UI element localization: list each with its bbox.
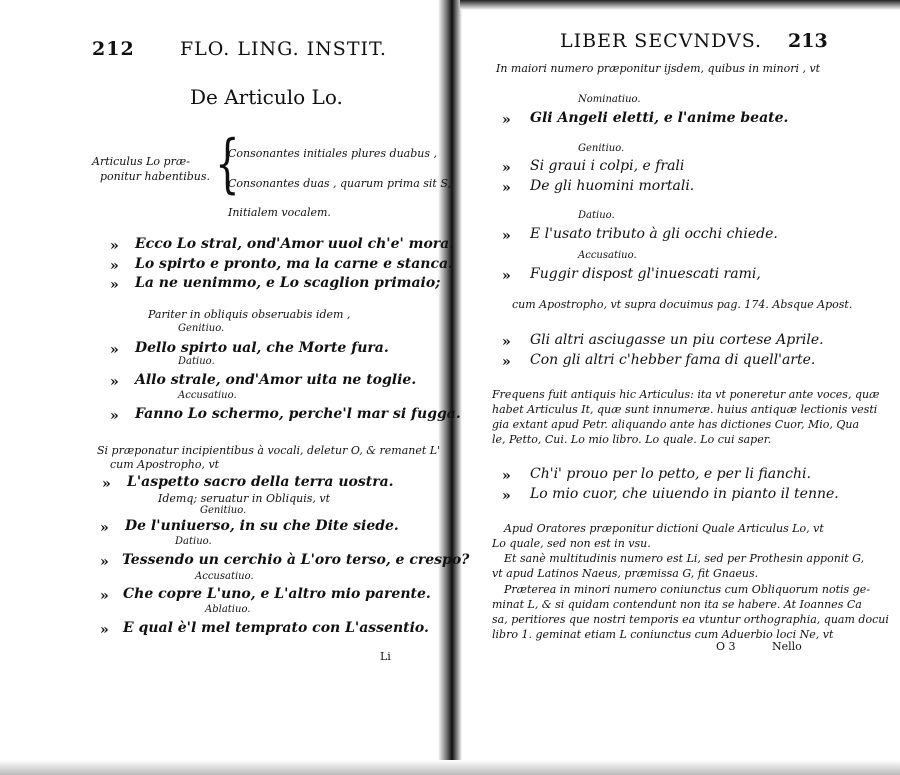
paragraph-line: vt apud Latinos Naeus, præmissa G, fit Gnaeus. (492, 567, 759, 580)
example-line: Ecco Lo stral, ond'Amor uuol ch'e' mora. (135, 236, 455, 252)
note: Idemq; seruatur in Obliquis, vt (158, 492, 330, 505)
case-label: Genitiuo. (578, 143, 625, 154)
rule-item: Consonantes initiales plures duabus , (228, 147, 437, 160)
paragraph-line: Præterea in minori numero coniunctus cum Obliquorum notis ge- (504, 583, 870, 596)
page-number: 213 (788, 30, 828, 52)
quote-mark: » (110, 258, 119, 274)
case-label: Accusatiuo. (578, 250, 637, 261)
example-line: Tessendo un cerchio à L'oro terso, e crespo? (122, 552, 470, 568)
case-label: Datiuo. (178, 356, 215, 367)
case-label: Genitiuo. (200, 505, 247, 516)
quote-mark: » (502, 268, 511, 284)
example-line: Gli Angeli eletti, e l'anime beate. (530, 110, 789, 126)
note: cum Apostropho, vt supra docuimus pag. 174. Absque Apost. (512, 298, 853, 311)
running-head: FLO. LING. INSTIT. (180, 38, 387, 60)
quote-mark: » (102, 476, 111, 492)
example-line: Lo mio cuor, che uiuendo in pianto il tenne. (530, 486, 839, 502)
example-line: De gli huomini mortali. (530, 178, 695, 194)
case-label: Accusatiuo. (195, 571, 254, 582)
paragraph-line: Apud Oratores præponitur dictioni Quale Articulus Lo, vt (504, 522, 824, 535)
example-line: Fanno Lo schermo, perche'l mar si fugga. (135, 406, 461, 422)
example-line: Lo spirto e pronto, ma la carne e stanca. (135, 256, 453, 272)
page-number: 212 (92, 38, 135, 60)
example-line: Allo strale, ond'Amor uita ne toglie. (135, 372, 417, 388)
running-head: LIBER SECVNDVS. (560, 30, 763, 52)
right-page (450, 0, 900, 775)
quote-mark: » (100, 588, 109, 604)
rule-item: Consonantes duas , quarum prima sit S, (228, 177, 451, 190)
paragraph-line: le, Petto, Cui. Lo mio libro. Lo quale. Lo cui saper. (492, 433, 772, 446)
example-line: Si graui i colpi, e frali (530, 158, 685, 174)
signature-mark: Li (380, 650, 391, 663)
catchword: Nello (772, 640, 802, 653)
case-label: Datiuo. (578, 210, 615, 221)
quote-mark: » (502, 354, 511, 370)
quote-mark: » (110, 277, 119, 293)
quote-mark: » (502, 334, 511, 350)
example-line: Con gli altri c'hebber fama di quell'arte. (530, 352, 816, 368)
quote-mark: » (100, 622, 109, 638)
paragraph-line: libro 1. geminat etiam L coniunctus cum Aduerbio loci Ne, vt (492, 628, 834, 641)
example-line: Dello spirto ual, che Morte fura. (135, 340, 389, 356)
example-line: Che copre L'uno, e L'altro mio parente. (123, 586, 431, 602)
paragraph-line: Frequens fuit antiquis hic Articulus: ita vt poneretur ante voces, quæ (492, 388, 880, 401)
quote-mark: » (502, 488, 511, 504)
example-line: La ne uenimmo, e Lo scaglion primaio; (135, 275, 441, 291)
example-line: Ch'i' prouo per lo petto, e per li fianchi. (530, 466, 811, 482)
example-line: L'aspetto sacro della terra uostra. (127, 474, 394, 490)
quote-mark: » (110, 374, 119, 390)
quote-mark: » (502, 180, 511, 196)
paragraph-line: Et sanè multitudinis numero est Li, sed per Prothesin apponit G, (504, 552, 865, 565)
quote-mark: » (110, 342, 119, 358)
case-label: Genitiuo. (178, 323, 225, 334)
example-line: E qual è'l mel temprato con L'assentio. (123, 620, 429, 636)
quote-mark: » (502, 160, 511, 176)
example-line: De l'uniuerso, in su che Dite siede. (125, 518, 399, 534)
quote-mark: » (110, 408, 119, 424)
note: Pariter in obliquis obseruabis idem , (148, 308, 351, 321)
rule-text: cum Apostropho, vt (110, 458, 220, 471)
paragraph-line: Lo quale, sed non est in vsu. (492, 537, 651, 550)
rule-item: Initialem vocalem. (228, 206, 331, 219)
quote-mark: » (502, 228, 511, 244)
paragraph-line: sa, peritiores que nostri temporis ea vtuntur orthographia, quam docui (492, 613, 889, 626)
rule-label: ponitur habentibus. (100, 170, 211, 183)
quote-mark: » (502, 468, 511, 484)
paragraph-line: gia extant apud Petr. aliquando ante has dictiones Cuor, Mio, Qua (492, 418, 860, 431)
brace-icon: { (215, 127, 240, 201)
example-line: Gli altri asciugasse un piu cortese Aprile. (530, 332, 824, 348)
rule-text: Si præponatur incipientibus à vocali, deletur O, & remanet L' (97, 444, 441, 457)
quote-mark: » (100, 554, 109, 570)
example-line: Fuggir dispost gl'inuescati rami, (530, 266, 761, 282)
rule-label: Articulus Lo præ- (92, 155, 190, 168)
section-title: De Articulo Lo. (190, 85, 343, 109)
paragraph-line: habet Articulus It, quæ sunt innumeræ. huius antiquæ lectionis vesti (492, 403, 878, 416)
case-label: Ablatiuo. (205, 604, 251, 615)
example-line: E l'usato tributo à gli occhi chiede. (530, 226, 778, 242)
quote-mark: » (100, 520, 109, 536)
intro-text: In maiori numero præponitur ijsdem, quibus in minori , vt (496, 62, 821, 75)
signature-mark: O 3 (716, 640, 736, 653)
quote-mark: » (110, 238, 119, 254)
paragraph-line: minat L, & si quidam contendunt non ita se habere. At Ioannes Ca (492, 598, 862, 611)
case-label: Nominatiuo. (578, 94, 641, 105)
case-label: Datiuo. (175, 536, 212, 547)
case-label: Accusatiuo. (178, 390, 237, 401)
quote-mark: » (502, 112, 511, 128)
